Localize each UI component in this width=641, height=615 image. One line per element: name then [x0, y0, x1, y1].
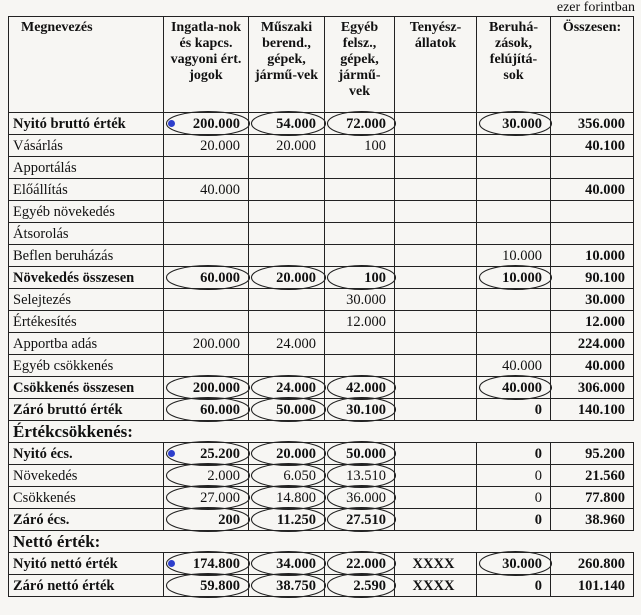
- section-heading: Értékcsökkenés:: [9, 421, 634, 443]
- header-cell: Egyéb felsz., gépek, jármű-vek: [325, 17, 395, 113]
- value-cell: [164, 201, 249, 223]
- value-cell: 12.000: [325, 311, 395, 333]
- value-cell: 30.100: [325, 399, 395, 421]
- value-cell: [395, 113, 477, 135]
- value-cell: 100: [325, 267, 395, 289]
- value-cell: 20.000: [249, 267, 325, 289]
- row-label: Selejtezés: [9, 289, 164, 311]
- value-cell: [395, 333, 477, 355]
- table-row: [9, 509, 634, 531]
- table-row: [9, 245, 634, 267]
- value-cell: [164, 289, 249, 311]
- value-cell: [477, 289, 551, 311]
- table-row: [9, 223, 634, 245]
- row-label: Egyéb csökkenés: [9, 355, 164, 377]
- value-cell: 60.000: [164, 267, 249, 289]
- header-cell: Ingatla-nok és kapcs. vagyoni ért. jogok: [164, 17, 249, 113]
- value-cell: 10.000: [477, 267, 551, 289]
- value-cell: [395, 179, 477, 201]
- row-label: Előállítás: [9, 179, 164, 201]
- value-cell: [395, 399, 477, 421]
- total-cell: 40.000: [551, 355, 634, 377]
- table-row: [9, 157, 634, 179]
- value-cell: [477, 157, 551, 179]
- table-row: [9, 355, 634, 377]
- total-cell: [551, 157, 634, 179]
- value-cell: [477, 135, 551, 157]
- value-cell: 42.000: [325, 377, 395, 399]
- row-label: Apportba adás: [9, 333, 164, 355]
- value-cell: [395, 135, 477, 157]
- value-cell: 200.000: [164, 113, 249, 135]
- value-cell: [395, 223, 477, 245]
- value-cell: [395, 443, 477, 465]
- row-label: Vásárlás: [9, 135, 164, 157]
- value-cell: [249, 311, 325, 333]
- value-cell: 200.000: [164, 333, 249, 355]
- table-row: [9, 443, 634, 465]
- value-cell: XXXX: [395, 553, 477, 575]
- total-cell: 38.960: [551, 509, 634, 531]
- table-row: [9, 179, 634, 201]
- total-cell: 356.000: [551, 113, 634, 135]
- value-cell: 100: [325, 135, 395, 157]
- value-cell: 24.000: [249, 333, 325, 355]
- value-cell: [164, 157, 249, 179]
- value-cell: 38.750: [249, 575, 325, 597]
- value-cell: [395, 289, 477, 311]
- row-label: Növekedés: [9, 465, 164, 487]
- row-label: Egyéb növekedés: [9, 201, 164, 223]
- value-cell: [164, 223, 249, 245]
- total-cell: 77.800: [551, 487, 634, 509]
- table-row: [9, 553, 634, 575]
- value-cell: [249, 289, 325, 311]
- total-cell: 140.100: [551, 399, 634, 421]
- value-cell: 27.510: [325, 509, 395, 531]
- value-cell: [249, 201, 325, 223]
- value-cell: 200: [164, 509, 249, 531]
- value-cell: [395, 201, 477, 223]
- value-cell: [395, 509, 477, 531]
- row-label: Átsorolás: [9, 223, 164, 245]
- row-label: Záró bruttó érték: [9, 399, 164, 421]
- total-cell: 260.800: [551, 553, 634, 575]
- value-cell: 25.200: [164, 443, 249, 465]
- total-cell: [551, 223, 634, 245]
- value-cell: 54.000: [249, 113, 325, 135]
- value-cell: 0: [477, 487, 551, 509]
- row-label: Záró écs.: [9, 509, 164, 531]
- value-cell: [477, 201, 551, 223]
- total-cell: 90.100: [551, 267, 634, 289]
- value-cell: [325, 355, 395, 377]
- value-cell: 20.000: [164, 135, 249, 157]
- value-cell: 10.000: [477, 245, 551, 267]
- value-cell: 0: [477, 399, 551, 421]
- section-row: [9, 531, 634, 553]
- row-label: Csökkenés összesen: [9, 377, 164, 399]
- section-heading: Nettó érték:: [9, 531, 634, 553]
- value-cell: [477, 311, 551, 333]
- total-cell: 95.200: [551, 443, 634, 465]
- value-cell: 22.000: [325, 553, 395, 575]
- value-cell: [164, 311, 249, 333]
- value-cell: [395, 311, 477, 333]
- table-row: [9, 311, 634, 333]
- value-cell: 13.510: [325, 465, 395, 487]
- row-label: Nyitó écs.: [9, 443, 164, 465]
- value-cell: 24.000: [249, 377, 325, 399]
- asset-table: [8, 16, 634, 597]
- table-row: [9, 289, 634, 311]
- total-cell: 30.000: [551, 289, 634, 311]
- value-cell: 59.800: [164, 575, 249, 597]
- value-cell: 36.000: [325, 487, 395, 509]
- total-cell: 40.100: [551, 135, 634, 157]
- value-cell: [477, 179, 551, 201]
- row-label: Nyitó nettó érték: [9, 553, 164, 575]
- total-cell: 101.140: [551, 575, 634, 597]
- value-cell: [395, 377, 477, 399]
- row-label: Értékesítés: [9, 311, 164, 333]
- section-row: [9, 421, 634, 443]
- row-label: Apportálás: [9, 157, 164, 179]
- header-cell: Megnevezés: [9, 17, 164, 113]
- value-cell: 20.000: [249, 443, 325, 465]
- header-cell: Tenyész-állatok: [395, 17, 477, 113]
- value-cell: [395, 487, 477, 509]
- value-cell: [325, 179, 395, 201]
- value-cell: XXXX: [395, 575, 477, 597]
- table-row: [9, 113, 634, 135]
- table-row: [9, 575, 634, 597]
- value-cell: 40.000: [477, 377, 551, 399]
- total-cell: 12.000: [551, 311, 634, 333]
- value-cell: 11.250: [249, 509, 325, 531]
- row-label: Nyitó bruttó érték: [9, 113, 164, 135]
- value-cell: [325, 223, 395, 245]
- table-row: [9, 399, 634, 421]
- value-cell: 20.000: [249, 135, 325, 157]
- total-cell: 40.000: [551, 179, 634, 201]
- value-cell: 72.000: [325, 113, 395, 135]
- value-cell: [395, 355, 477, 377]
- table-body: [9, 113, 634, 597]
- value-cell: 0: [477, 509, 551, 531]
- header-cell: Beruhá-zások, felújítá-sok: [477, 17, 551, 113]
- row-label: Növekedés összesen: [9, 267, 164, 289]
- value-cell: 0: [477, 443, 551, 465]
- value-cell: 34.000: [249, 553, 325, 575]
- row-label: Beflen beruházás: [9, 245, 164, 267]
- total-cell: 306.000: [551, 377, 634, 399]
- value-cell: 30.000: [477, 113, 551, 135]
- total-cell: 21.560: [551, 465, 634, 487]
- value-cell: [325, 245, 395, 267]
- value-cell: 2.000: [164, 465, 249, 487]
- value-cell: 40.000: [477, 355, 551, 377]
- unit-label: ezer forintban: [556, 0, 635, 15]
- table-row: [9, 135, 634, 157]
- table-row: [9, 487, 634, 509]
- value-cell: [325, 333, 395, 355]
- value-cell: [249, 157, 325, 179]
- value-cell: [325, 157, 395, 179]
- value-cell: [395, 465, 477, 487]
- value-cell: [249, 179, 325, 201]
- header-row: [9, 17, 634, 113]
- table-row: [9, 465, 634, 487]
- header-cell: Műszaki berend., gépek, jármű-vek: [249, 17, 325, 113]
- table-row: [9, 377, 634, 399]
- value-cell: [249, 223, 325, 245]
- value-cell: 174.800: [164, 553, 249, 575]
- value-cell: 30.000: [477, 553, 551, 575]
- value-cell: [164, 245, 249, 267]
- header-cell: Összesen:: [551, 17, 634, 113]
- table-row: [9, 267, 634, 289]
- value-cell: [395, 267, 477, 289]
- value-cell: 40.000: [164, 179, 249, 201]
- total-cell: 224.000: [551, 333, 634, 355]
- value-cell: 2.590: [325, 575, 395, 597]
- row-label: Csökkenés: [9, 487, 164, 509]
- value-cell: [477, 333, 551, 355]
- value-cell: [325, 201, 395, 223]
- value-cell: 27.000: [164, 487, 249, 509]
- value-cell: 0: [477, 465, 551, 487]
- row-label: Záró nettó érték: [9, 575, 164, 597]
- value-cell: [395, 157, 477, 179]
- value-cell: 14.800: [249, 487, 325, 509]
- value-cell: 50.000: [249, 399, 325, 421]
- value-cell: [249, 355, 325, 377]
- total-cell: 10.000: [551, 245, 634, 267]
- table-row: [9, 333, 634, 355]
- value-cell: 0: [477, 575, 551, 597]
- value-cell: 60.000: [164, 399, 249, 421]
- table-row: [9, 201, 634, 223]
- value-cell: 50.000: [325, 443, 395, 465]
- value-cell: [477, 223, 551, 245]
- value-cell: 6.050: [249, 465, 325, 487]
- value-cell: 30.000: [325, 289, 395, 311]
- total-cell: [551, 201, 634, 223]
- value-cell: [395, 245, 477, 267]
- value-cell: [249, 245, 325, 267]
- value-cell: 200.000: [164, 377, 249, 399]
- value-cell: [164, 355, 249, 377]
